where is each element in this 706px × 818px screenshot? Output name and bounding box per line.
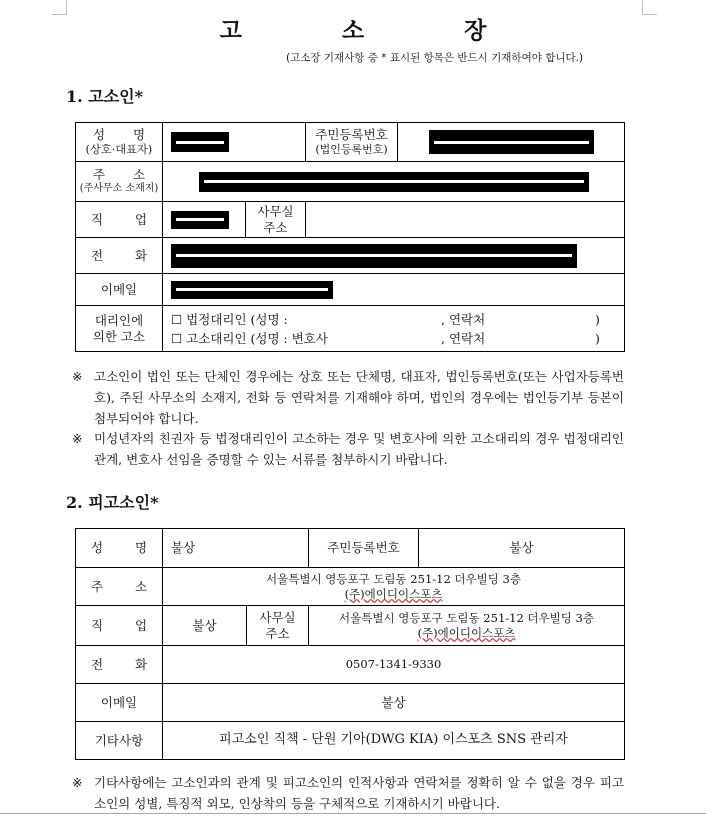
- rrn-value-cell[interactable]: [398, 123, 625, 162]
- phone-label: 전 화: [90, 247, 162, 263]
- remark-1-mark: ※: [72, 369, 83, 384]
- remark-2-mark: ※: [72, 431, 83, 446]
- accused-phone-value-cell[interactable]: [163, 646, 625, 684]
- rrn-label-cell: [306, 123, 398, 162]
- job-value-cell[interactable]: [163, 202, 246, 238]
- accused-row-etc: [76, 722, 625, 760]
- complainant-row-address: [76, 162, 625, 202]
- attorney-rep-close: ): [595, 330, 600, 346]
- section1-title: 1. 고소인*: [66, 87, 144, 106]
- accused-office-label-cell: [247, 606, 309, 646]
- accused-name-label: 성 명: [90, 540, 162, 556]
- accused-email-label-cell: [76, 684, 163, 722]
- accused-job-label-cell: [76, 606, 163, 646]
- accused-office-label-line2: 주소: [265, 625, 290, 641]
- rep-label-line2: 의한 고소: [92, 328, 146, 344]
- accused-etc-label-cell: [76, 722, 163, 760]
- email-label-cell: [76, 274, 163, 306]
- accused-office-value-cell[interactable]: [309, 606, 625, 646]
- redacted-email: [171, 281, 333, 299]
- complainant-row-email: [76, 274, 625, 306]
- rep-line-legal[interactable]: [171, 310, 624, 329]
- accused-email-label: 이메일: [100, 694, 138, 710]
- attorney-rep-contact-label: , 연락처: [441, 330, 486, 346]
- accused-job-value-cell[interactable]: [163, 606, 247, 646]
- accused-name-value: 불상: [171, 540, 196, 556]
- remark-3-mark: ※: [72, 775, 83, 790]
- complainant-row-representative: [76, 306, 625, 352]
- accused-row-name: [76, 529, 625, 568]
- remark-2: [72, 428, 624, 470]
- accused-phone-label-cell: [76, 646, 163, 684]
- accused-address-label: 주 소: [90, 578, 162, 594]
- accused-address-label-cell: [76, 568, 163, 606]
- rep-label-line1: 대리인에: [94, 312, 144, 328]
- name-label: 성 명: [92, 127, 158, 143]
- office-label-line1: 사무실: [257, 203, 294, 219]
- accused-email-value-cell[interactable]: [163, 684, 625, 722]
- top-note: (고소장 기재사항 중 * 표시된 항목은 반드시 기재하여야 합니다.): [286, 52, 584, 64]
- accused-job-value: 불상: [192, 617, 217, 633]
- accused-phone-value: 0507-1341-9330: [345, 657, 442, 672]
- rrn-label: 주민등록번호: [315, 127, 388, 143]
- phone-value-cell[interactable]: [163, 238, 625, 274]
- rrn-sub-label: (법인등록번호): [315, 142, 388, 156]
- job-label-cell: [76, 202, 163, 238]
- accused-table: [75, 528, 625, 760]
- legal-rep-close: ): [595, 311, 600, 327]
- address-value-cell[interactable]: [163, 162, 625, 202]
- redacted-phone: [171, 244, 577, 268]
- accused-etc-value-cell[interactable]: [163, 722, 625, 760]
- accused-job-label: 직 업: [90, 617, 162, 633]
- accused-row-phone: [76, 646, 625, 684]
- rep-label-cell: [76, 306, 163, 352]
- redacted-job: [171, 211, 229, 229]
- redacted-rrn: [429, 130, 594, 154]
- accused-row-email: [76, 684, 625, 722]
- accused-etc-value: 피고소인 직책 - 단원 기아(DWG KIA) 이스포츠 SNS 관리자: [219, 732, 568, 748]
- address-label: 주 소: [92, 167, 158, 183]
- accused-name-value-cell[interactable]: [163, 529, 309, 568]
- legal-rep-checkbox-label[interactable]: ☐ 법정대리인 (성명 :: [171, 311, 288, 327]
- complainant-row-name: [76, 123, 625, 162]
- accused-address-line2: (주)에이디이스포츠: [344, 586, 443, 601]
- phone-label-cell: [76, 238, 163, 274]
- name-value-cell[interactable]: [163, 123, 306, 162]
- complainant-row-phone: [76, 238, 625, 274]
- accused-rrn-label-cell: [309, 529, 419, 568]
- accused-rrn-label: 주민등록번호: [327, 540, 400, 556]
- redacted-address: [199, 172, 589, 192]
- email-value-cell[interactable]: [163, 274, 625, 306]
- accused-phone-label: 전 화: [90, 656, 162, 672]
- remark-1: [72, 366, 624, 429]
- office-label-line2: 주소: [263, 219, 288, 235]
- email-label: 이메일: [100, 281, 138, 297]
- accused-rrn-value: 불상: [509, 540, 534, 556]
- accused-name-label-cell: [76, 529, 163, 568]
- name-sub-label: (상호·대표자): [85, 142, 153, 156]
- accused-office-label-line1: 사무실: [259, 609, 296, 625]
- rep-value-cell: [163, 306, 625, 352]
- redacted-name: [171, 132, 229, 152]
- rep-line-attorney[interactable]: [171, 329, 624, 348]
- remark-1-text: 고소인이 법인 또는 단체인 경우에는 상호 또는 단체명, 대표자, 법인등록번호(또는 사업자등록번호), 주된 사무소의 소재지, 전화 등 연락처를 기재해야 하며, 법인의 경우에는 법인등기부 등본이 첨부되어야 합니다.: [94, 369, 624, 426]
- attorney-rep-checkbox-label[interactable]: ☐ 고소대리인 (성명 : 변호사: [171, 330, 328, 346]
- job-label: 직 업: [90, 211, 162, 227]
- accused-office-line1: 서울특별시 영등포구 도림동 251-12 더우빌딩 3층: [339, 611, 594, 626]
- accused-office-line2: (주)에이디이스포츠: [417, 625, 516, 640]
- complainant-table: [75, 122, 625, 352]
- accused-address-value-cell[interactable]: [163, 568, 625, 606]
- legal-rep-contact-label: , 연락처: [441, 311, 486, 327]
- remark-2-text: 미성년자의 친권자 등 법정대리인이 고소하는 경우 및 변호사에 의한 고소대리의 경우 법정대리인 관계, 변호사 선임을 증명할 수 있는 서류를 첨부하시기 바랍니다.: [94, 431, 624, 467]
- remark-3-text: 기타사항에는 고소인과의 관계 및 피고소인의 인적사항과 연락처를 정확히 알 수 없을 경우 피고소인의 성별, 특징적 외모, 인상착의 등을 구체적으로 기재하시기 바랍니다.: [94, 775, 624, 811]
- complainant-row-job: [76, 202, 625, 238]
- accused-etc-label: 기타사항: [94, 732, 144, 748]
- office-value-cell[interactable]: [306, 202, 625, 238]
- address-sub-label: (주사무소 소재지): [79, 183, 159, 195]
- accused-row-address: [76, 568, 625, 606]
- office-label-cell: [246, 202, 306, 238]
- section2-title: 2. 피고소인*: [66, 493, 159, 512]
- name-label-cell: [76, 123, 163, 162]
- remark-3: [72, 772, 624, 814]
- address-label-cell: [76, 162, 163, 202]
- accused-address-line1: 서울특별시 영등포구 도림동 251-12 더우빌딩 3층: [266, 572, 521, 587]
- accused-rrn-value-cell[interactable]: [419, 529, 625, 568]
- document-title: 고 소 장: [219, 17, 533, 44]
- accused-row-job: [76, 606, 625, 646]
- accused-email-value: 불상: [381, 694, 406, 710]
